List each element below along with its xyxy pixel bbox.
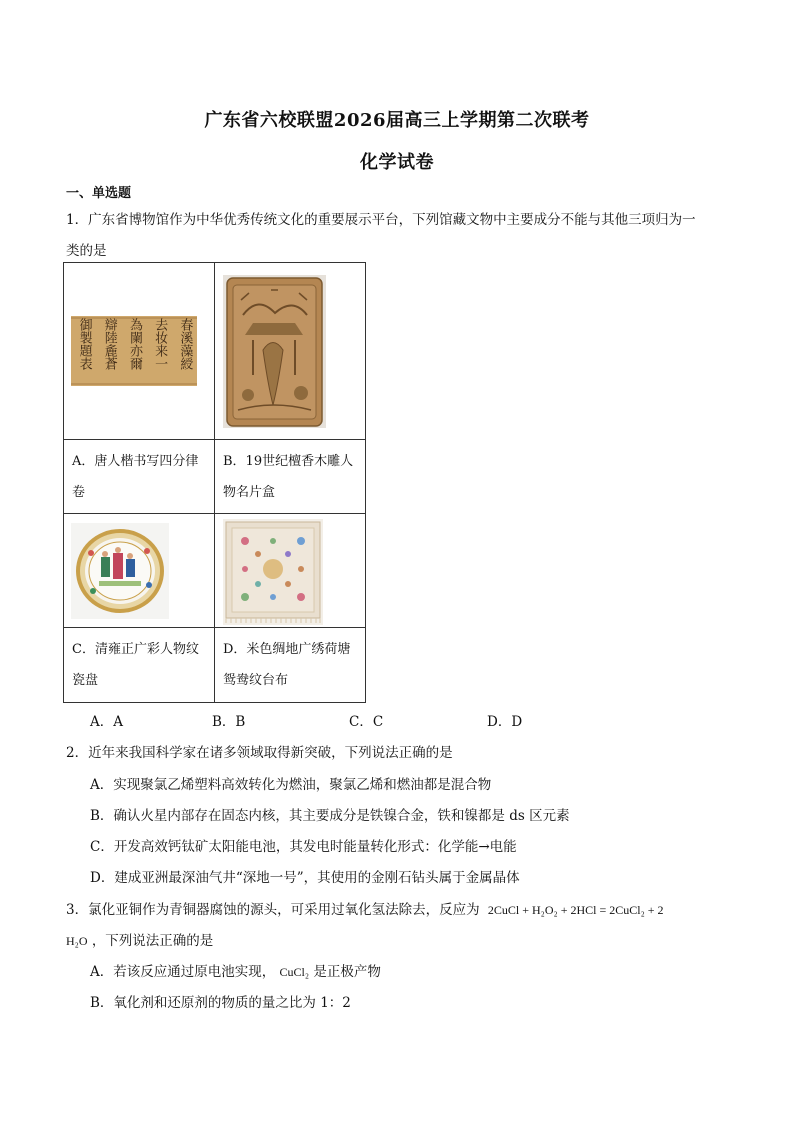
exam-title: 广东省六校联盟2026届高三上学期第二次联考 <box>204 110 590 131</box>
q3-option-a[interactable] <box>90 960 381 980</box>
porcelain-plate-image <box>71 523 169 619</box>
artifact-a-image-cell <box>64 263 215 440</box>
q2-option-a[interactable]: A．实现聚氯乙烯塑料高效转化为燃油，聚氯乙烯和燃油都是混合物 <box>90 777 492 793</box>
artifact-c-caption-line2: 瓷盘 <box>72 673 99 688</box>
q2-option-d[interactable]: D．建成亚洲最深油气井“深地一号”，其使用的金刚石钻头属于金属晶体 <box>90 870 520 886</box>
calligraphy-col-1: 春溪藻綬 <box>177 318 193 370</box>
artifact-c-image-cell <box>64 514 215 628</box>
q3-option-b[interactable]: B．氧化剂和还原剂的物质的量之比为 1：2 <box>90 995 351 1011</box>
artifact-c-caption-line1: C．清雍正广彩人物纹 <box>72 642 199 657</box>
artifact-b-image-cell <box>215 263 366 440</box>
calligraphy-col-4: 辯陸麁蒼 <box>101 318 117 370</box>
q3-stem-line2-text: ，下列说法正确的是 <box>91 933 214 949</box>
artifact-a-caption-line2: 卷 <box>72 485 86 500</box>
artifact-d-caption-line2: 鸳鸯纹台布 <box>223 673 289 688</box>
artifact-b-caption-line1: B．19世纪檀香木雕人 <box>223 454 354 469</box>
q1-option-a[interactable]: A．A <box>90 714 123 730</box>
artifact-a-caption-line1: A．唐人楷书写四分律 <box>72 454 199 469</box>
carved-box-picture <box>223 275 326 428</box>
q3-option-a-suffix: 是正极产物 <box>313 964 381 980</box>
artifact-d-caption-line1: D．米色绸地广绣荷塘 <box>223 642 351 657</box>
artifact-c-caption-cell <box>64 628 215 703</box>
artifact-a-caption-cell <box>64 440 215 514</box>
porcelain-plate-picture <box>71 523 169 619</box>
q3-water-formula: H₂O <box>66 934 88 948</box>
calligraphy-col-3: 為闌亦爾 <box>126 318 142 370</box>
q3-stem-text: 3．氯化亚铜作为青铜器腐蚀的源头，可采用过氧化氢法除去，反应为 <box>66 902 480 918</box>
q1-option-c[interactable]: C．C <box>349 714 384 730</box>
q2-option-b[interactable]: B．确认火星内部存在固态内核，其主要成分是铁镍合金，铁和镍都是 ds 区元素 <box>90 808 570 824</box>
section-heading: 一、单选题 <box>66 186 132 201</box>
artifact-b-caption-line2: 物名片盒 <box>223 485 276 500</box>
artifact-table <box>63 262 366 703</box>
artifact-d-image-cell <box>215 514 366 628</box>
embroidered-tablecloth-picture <box>223 519 323 625</box>
q1-stem-line2: 类的是 <box>66 243 107 259</box>
q3-stem-line2 <box>66 929 213 949</box>
artifact-b-caption-cell <box>215 440 366 514</box>
sandalwood-card-box-image <box>223 275 326 428</box>
q1-option-b[interactable]: B．B <box>212 714 246 730</box>
artifact-d-caption-cell <box>215 628 366 703</box>
exam-subtitle: 化学试卷 <box>360 152 434 173</box>
q3-stem <box>66 898 664 918</box>
q2-option-c[interactable]: C．开发高效钙钛矿太阳能电池，其发电时能量转化形式：化学能→电能 <box>90 839 517 855</box>
calligraphy-col-2: 去妆来一 <box>152 318 168 370</box>
calligraphy-col-5: 御製題表 <box>76 318 92 370</box>
q3-option-a-formula: CuCl₂ <box>279 965 310 979</box>
q2-stem: 2．近年来我国科学家在诸多领域取得新突破，下列说法正确的是 <box>66 745 453 761</box>
q3-equation: 2CuCl + H₂O₂ + 2HCl = 2CuCl₂ + 2 <box>487 903 664 917</box>
calligraphy-scroll-image <box>71 316 197 386</box>
embroidered-tablecloth-image <box>223 519 323 625</box>
q1-stem-line1: 1．广东省博物馆作为中华优秀传统文化的重要展示平台，下列馆藏文物中主要成分不能与其他三项归为一 <box>66 212 696 228</box>
q1-option-d[interactable]: D．D <box>487 714 523 730</box>
q3-option-a-prefix: A．若该反应通过原电池实现， <box>90 964 276 980</box>
